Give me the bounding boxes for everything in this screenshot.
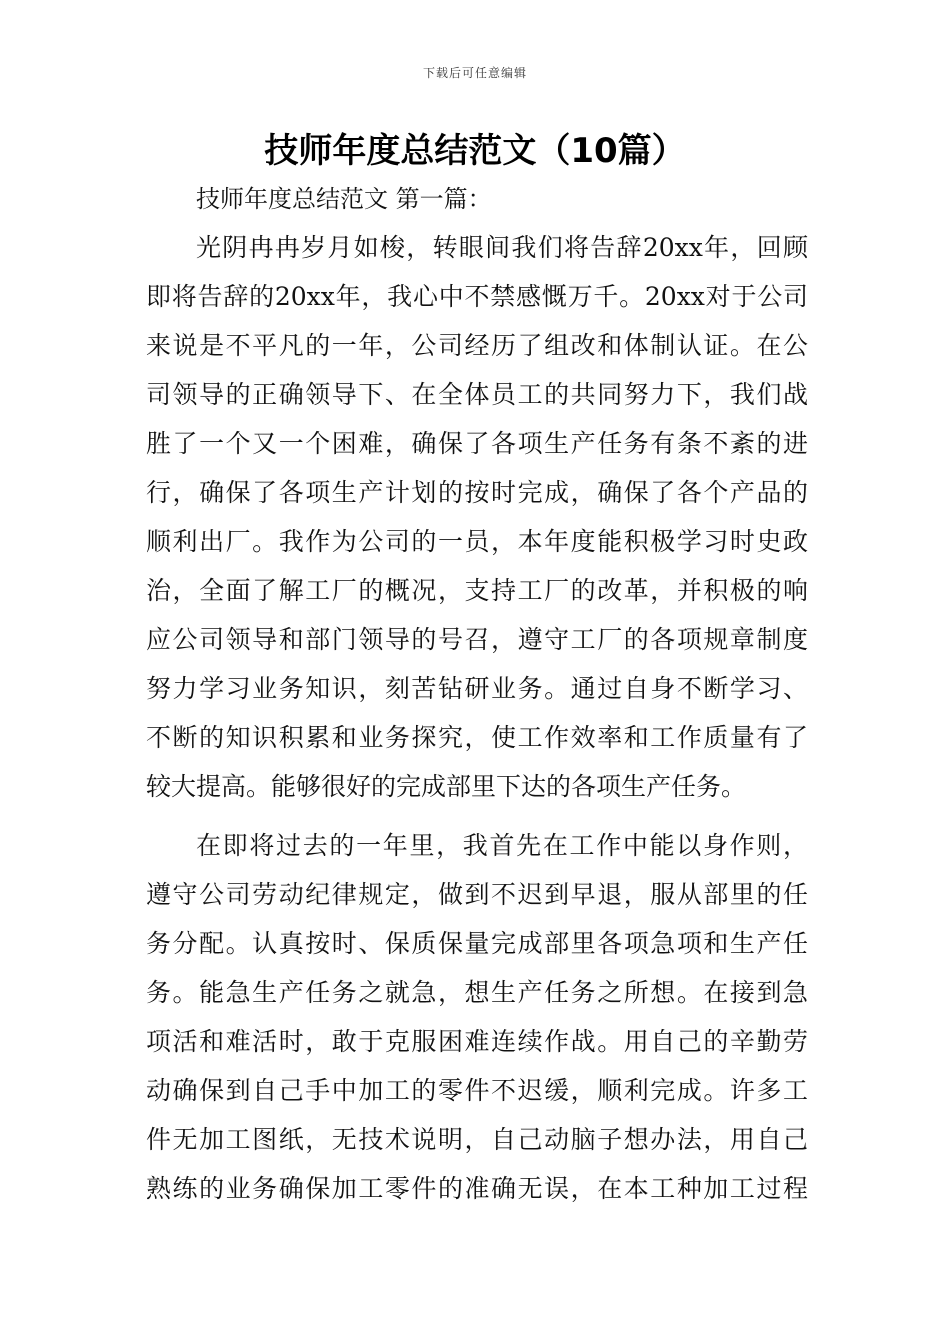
paragraph-line: 治，全面了解工厂的概况，支持工厂的改革，并积极的响 bbox=[146, 576, 808, 605]
paragraph-line: 务分配。认真按时、保质保量完成部里各项急项和生产任 bbox=[146, 929, 808, 958]
paragraph-line: 遵守公司劳动纪律规定，做到不迟到早退，服从部里的任 bbox=[146, 880, 808, 909]
paragraph-line: 即将告辞的20xx年，我心中不禁感慨万千。20xx对于公司 bbox=[146, 282, 808, 311]
paragraph-line: 务。能急生产任务之就急，想生产任务之所想。在接到急 bbox=[146, 978, 808, 1007]
paragraph-line: 动确保到自己手中加工的零件不迟缓，顺利完成。许多工 bbox=[146, 1076, 808, 1105]
paragraph-line: 不断的知识积累和业务探究，使工作效率和工作质量有了 bbox=[146, 723, 808, 752]
paragraph-line: 在即将过去的一年里，我首先在工作中能以身作则， bbox=[196, 831, 808, 860]
paragraph-line: 行，确保了各项生产计划的按时完成，确保了各个产品的 bbox=[146, 478, 808, 507]
document-title: 技师年度总结范文（10篇） bbox=[264, 131, 686, 171]
paragraph-line: 应公司领导和部门领导的号召，遵守工厂的各项规章制度 bbox=[146, 625, 808, 654]
paragraph-line: 胜了一个又一个困难，确保了各项生产任务有条不紊的进 bbox=[146, 429, 808, 458]
paragraph-line: 来说是不平凡的一年，公司经历了组改和体制认证。在公 bbox=[146, 331, 808, 360]
section-heading: 技师年度总结范文 第一篇： bbox=[196, 185, 492, 213]
paragraph-line: 努力学习业务知识，刻苦钻研业务。通过自身不断学习、 bbox=[146, 674, 808, 703]
paragraph-line: 项活和难活时，敢于克服困难连续作战。用自己的辛勤劳 bbox=[146, 1027, 808, 1056]
paragraph-line: 司领导的正确领导下、在全体员工的共同努力下，我们战 bbox=[146, 380, 808, 409]
paragraph-line: 较大提高。能够很好的完成部里下达的各项生产任务。 bbox=[146, 772, 747, 801]
paragraph-line: 光阴冉冉岁月如梭，转眼间我们将告辞20xx年，回顾 bbox=[196, 233, 808, 262]
paragraph-line: 顺利出厂。我作为公司的一员，本年度能积极学习时史政 bbox=[146, 527, 808, 556]
paragraph-line: 件无加工图纸，无技术说明，自己动脑子想办法，用自己 bbox=[146, 1125, 808, 1154]
header-note: 下载后可任意编辑 bbox=[422, 66, 527, 80]
paragraph-line: 熟练的业务确保加工零件的准确无误，在本工种加工过程 bbox=[146, 1174, 808, 1203]
